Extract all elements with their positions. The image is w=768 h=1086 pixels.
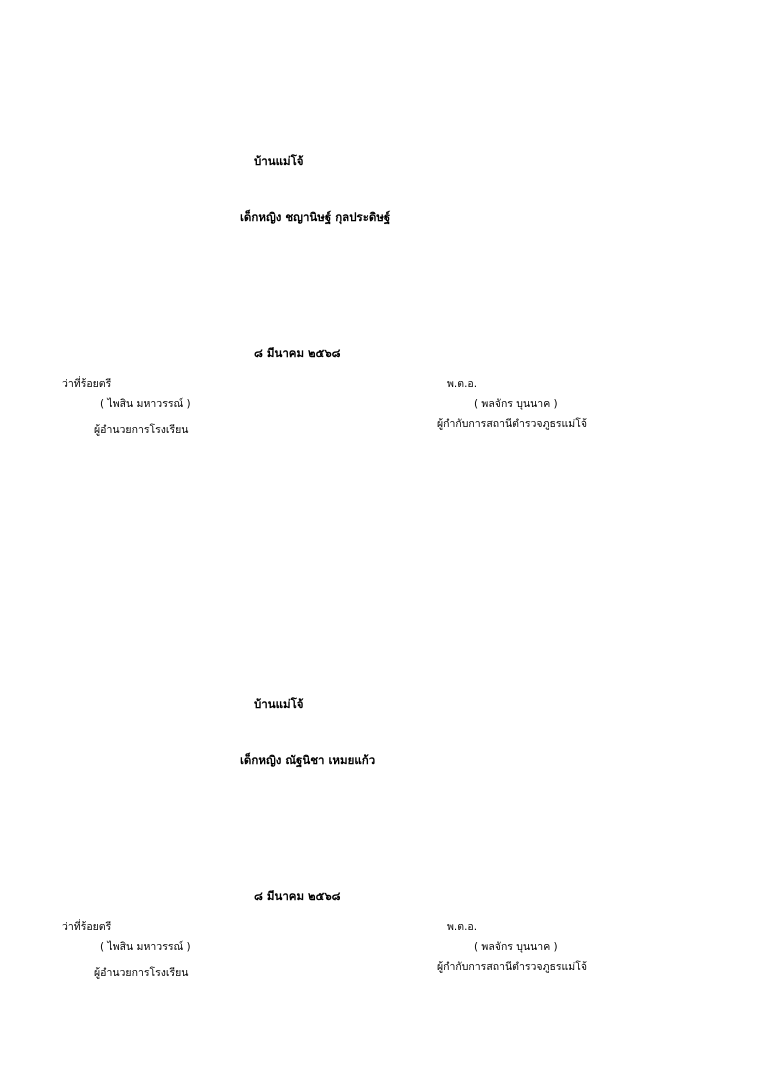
right-signatory-name: ( พลจักร บุนนาค ) [474, 941, 558, 953]
certificate-date: ๘ มีนาคม ๒๕๖๘ [254, 346, 341, 360]
right-signatory-rank: พ.ต.อ. [447, 378, 478, 390]
left-signatory-rank: ว่าที่ร้อยตรี [62, 378, 112, 390]
left-signatory-position: ผู้อำนวยการโรงเรียน [94, 967, 189, 979]
right-signatory-rank: พ.ต.อ. [447, 921, 478, 933]
right-signatory-position: ผู้กำกับการสถานีตำรวจภูธรแม่โจ้ [437, 961, 588, 973]
student-name: เด็กหญิง ชญานิษฐ์ กุลประดิษฐ์ [240, 210, 391, 224]
student-name: เด็กหญิง ณัฐนิชา เหมยแก้ว [240, 753, 376, 767]
right-signatory-name: ( พลจักร บุนนาค ) [474, 398, 558, 410]
school-location: บ้านแม่โจ้ [254, 154, 304, 168]
certificate-page [0, 543, 768, 1086]
left-signatory-name: ( ไพสิน มหาวรรณ์ ) [100, 941, 191, 953]
school-location: บ้านแม่โจ้ [254, 697, 304, 711]
left-signatory-rank: ว่าที่ร้อยตรี [62, 921, 112, 933]
left-signatory-position: ผู้อำนวยการโรงเรียน [94, 424, 189, 436]
right-signatory-position: ผู้กำกับการสถานีตำรวจภูธรแม่โจ้ [437, 418, 588, 430]
left-signatory-name: ( ไพสิน มหาวรรณ์ ) [100, 398, 191, 410]
certificate-date: ๘ มีนาคม ๒๕๖๘ [254, 889, 341, 903]
